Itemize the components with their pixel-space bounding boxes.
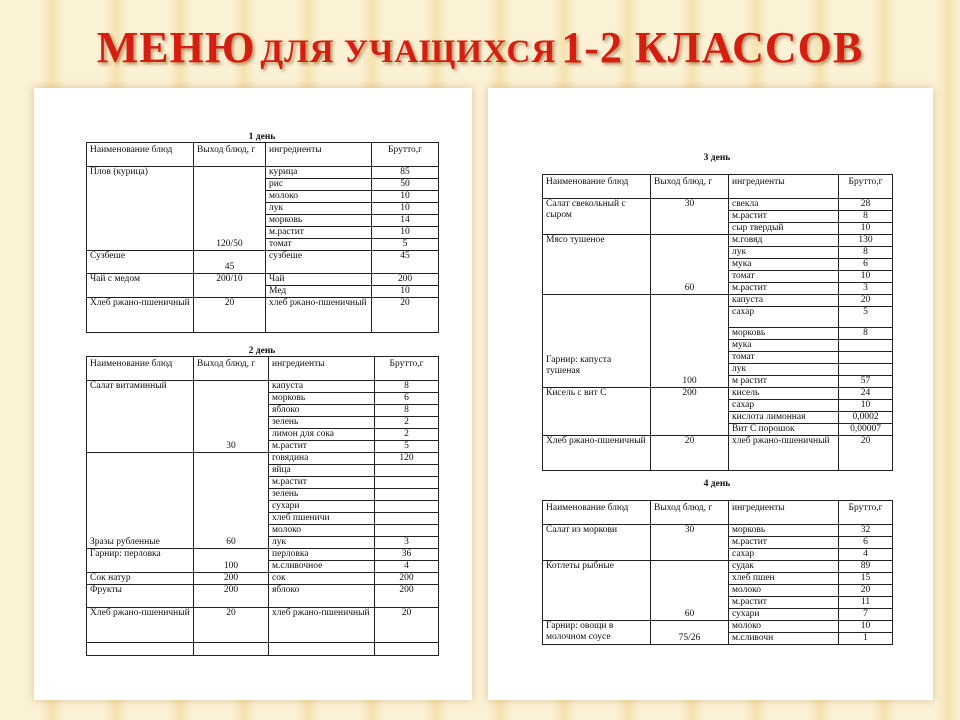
gross-value	[839, 364, 893, 376]
header-gross: Брутто,г	[839, 501, 893, 525]
header-output: Выход блюд, г	[651, 501, 729, 525]
gross-value: 1	[839, 633, 893, 645]
table-row	[87, 585, 439, 608]
gross-value: 24	[839, 388, 893, 400]
gross-value: 3	[839, 283, 893, 295]
slide-title	[0, 22, 960, 73]
gross-value: 10	[839, 400, 893, 412]
table-row	[543, 436, 893, 471]
menu-sheet-left	[34, 88, 472, 700]
day2-label: 2 день	[248, 346, 276, 356]
gross-value: 130	[839, 235, 893, 247]
gross-value: 7	[839, 609, 893, 621]
ingredient: томат	[729, 352, 839, 364]
ingredient: сузбеше	[266, 251, 372, 274]
ingredient: говядина	[269, 453, 375, 465]
ingredient: курица	[266, 167, 372, 179]
ingredient: молоко	[269, 525, 375, 537]
gross-value: 0,0002	[839, 412, 893, 424]
gross-value: 20	[839, 585, 893, 597]
ingredient: судак	[729, 561, 839, 573]
ingredient: хлеб пшен	[729, 573, 839, 585]
header-output: Выход блюд, г	[651, 175, 729, 199]
gross-value: 120	[375, 453, 439, 465]
gross-value: 8	[375, 381, 439, 393]
gross-value: 14	[372, 215, 439, 227]
ingredient: яблоко	[269, 585, 375, 608]
dish-name: Кисель с вит С	[543, 388, 651, 436]
ingredient: хлеб пшеничи	[269, 513, 375, 525]
gross-value: 20	[372, 298, 439, 333]
dish-name: Мясо тушеное	[543, 235, 651, 295]
day3-table	[542, 174, 893, 471]
gross-value: 10	[839, 223, 893, 235]
ingredient: хлеб ржано-пшеничный	[266, 298, 372, 333]
ingredient: морковь	[729, 328, 839, 340]
dish-name: Хлеб ржано-пшеничный	[543, 436, 651, 471]
gross-value: 85	[372, 167, 439, 179]
dish-name: Плов (курица)	[87, 167, 194, 251]
ingredient: кислота лимонная	[729, 412, 839, 424]
day2-table	[86, 356, 439, 656]
table-row	[543, 295, 893, 307]
table-row	[87, 274, 439, 286]
ingredient: мука	[729, 259, 839, 271]
gross-value: 0,00007	[839, 424, 893, 436]
gross-value	[839, 340, 893, 352]
dish-name: Гарнир: перловка	[87, 549, 194, 573]
header-gross: Брутто,г	[372, 143, 439, 167]
ingredient: яблоко	[269, 405, 375, 417]
ingredient: сахар	[729, 400, 839, 412]
ingredient: томат	[729, 271, 839, 283]
dish-name: Хлеб ржано-пшеничный	[87, 608, 194, 643]
ingredient: хлеб ржано-пшеничный	[729, 436, 839, 471]
table-row	[87, 251, 439, 274]
table-row	[543, 235, 893, 247]
gross-value: 15	[839, 573, 893, 585]
header-gross: Брутто,г	[839, 175, 893, 199]
header-dish: Наименование блюд	[87, 357, 194, 381]
gross-value: 8	[839, 211, 893, 223]
dish-output: 100	[651, 295, 729, 388]
gross-value: 2	[375, 417, 439, 429]
gross-value: 57	[839, 376, 893, 388]
day1-label: 1 день	[248, 132, 276, 142]
title-part2: ДЛЯ УЧАЩИХСЯ	[260, 34, 557, 70]
ingredient: сухари	[269, 501, 375, 513]
ingredient: м.растит	[729, 211, 839, 223]
table-header-row	[543, 175, 893, 199]
gross-value: 10	[839, 621, 893, 633]
gross-value: 5	[372, 239, 439, 251]
dish-output: 100	[194, 549, 269, 573]
table-row	[87, 549, 439, 561]
header-dish: Наименование блюд	[87, 143, 194, 167]
ingredient: сахар	[729, 549, 839, 561]
table-row	[87, 573, 439, 585]
ingredient: капуста	[269, 381, 375, 393]
gross-value: 4	[839, 549, 893, 561]
gross-value	[375, 489, 439, 501]
ingredient: яйца	[269, 465, 375, 477]
header-ingredients: ингредиенты	[266, 143, 372, 167]
ingredient: м.растит	[729, 283, 839, 295]
header-output: Выход блюд, г	[194, 143, 266, 167]
gross-value: 45	[372, 251, 439, 274]
ingredient: Чай	[266, 274, 372, 286]
ingredient: м растит	[729, 376, 839, 388]
header-dish: Наименование блюд	[543, 175, 651, 199]
gross-value: 28	[839, 199, 893, 211]
gross-value: 6	[375, 393, 439, 405]
ingredient: м.растит	[729, 537, 839, 549]
gross-value	[375, 465, 439, 477]
dish-output: 45	[194, 251, 266, 274]
dish-name: Котлеты рыбные	[543, 561, 651, 621]
dish-output: 200/10	[194, 274, 266, 298]
dish-output: 200	[194, 585, 269, 608]
gross-value	[839, 352, 893, 364]
ingredient: морковь	[269, 393, 375, 405]
table-row	[87, 608, 439, 643]
empty-cell	[375, 643, 439, 656]
gross-value: 32	[839, 525, 893, 537]
day3-label: 3 день	[703, 153, 731, 163]
gross-value: 11	[839, 597, 893, 609]
empty-cell	[269, 643, 375, 656]
header-gross: Брутто,г	[375, 357, 439, 381]
header-ingredients: ингредиенты	[269, 357, 375, 381]
dish-output: 200	[194, 573, 269, 585]
dish-name: Салат свекольный с сыром	[543, 199, 651, 235]
gross-value: 200	[375, 585, 439, 608]
empty-cell	[87, 643, 194, 656]
dish-name: Салат из моркови	[543, 525, 651, 561]
table-row	[543, 199, 893, 211]
dish-output: 30	[651, 199, 729, 235]
dish-output: 60	[651, 235, 729, 295]
gross-value: 4	[375, 561, 439, 573]
ingredient: морковь	[266, 215, 372, 227]
gross-value: 8	[839, 328, 893, 340]
dish-output: 20	[651, 436, 729, 471]
dish-name: Гарнир: овощи в молочном соусе	[543, 621, 651, 645]
table-row	[87, 167, 439, 179]
ingredient: м.растит	[266, 227, 372, 239]
dish-output: 30	[651, 525, 729, 561]
gross-value: 20	[375, 608, 439, 643]
ingredient: сахар	[729, 307, 839, 328]
table-row	[543, 561, 893, 573]
ingredient: свекла	[729, 199, 839, 211]
header-output: Выход блюд, г	[194, 357, 269, 381]
gross-value: 10	[372, 203, 439, 215]
ingredient: м.растит	[269, 441, 375, 453]
dish-output: 75/26	[651, 621, 729, 645]
ingredient: м.растит	[729, 597, 839, 609]
ingredient: сыр твердый	[729, 223, 839, 235]
gross-value: 36	[375, 549, 439, 561]
ingredient: м.говяд	[729, 235, 839, 247]
gross-value: 10	[372, 191, 439, 203]
gross-value: 10	[372, 227, 439, 239]
ingredient: молоко	[729, 585, 839, 597]
gross-value: 200	[372, 274, 439, 286]
ingredient: м.растит	[269, 477, 375, 489]
gross-value: 6	[839, 537, 893, 549]
gross-value: 2	[375, 429, 439, 441]
dish-name: Чай с медом	[87, 274, 194, 298]
ingredient: молоко	[266, 191, 372, 203]
gross-value: 8	[839, 247, 893, 259]
title-part3: 1-2 КЛАССОВ	[561, 23, 864, 72]
gross-value: 5	[839, 307, 893, 328]
dish-output: 60	[651, 561, 729, 621]
header-dish: Наименование блюд	[543, 501, 651, 525]
ingredient: Мед	[266, 286, 372, 298]
ingredient: сухари	[729, 609, 839, 621]
dish-name: Фрукты	[87, 585, 194, 608]
gross-value: 10	[372, 286, 439, 298]
table-header-row	[87, 357, 439, 381]
ingredient: Вит С порошок	[729, 424, 839, 436]
dish-name: Сок натур	[87, 573, 194, 585]
ingredient: сок	[269, 573, 375, 585]
gross-value: 6	[839, 259, 893, 271]
table-row	[543, 621, 893, 633]
gross-value: 20	[839, 295, 893, 307]
gross-value: 10	[839, 271, 893, 283]
ingredient: зелень	[269, 417, 375, 429]
ingredient: зелень	[269, 489, 375, 501]
ingredient: м.сливочн	[729, 633, 839, 645]
ingredient: томат	[266, 239, 372, 251]
table-header-row	[87, 143, 439, 167]
gross-value	[375, 501, 439, 513]
header-ingredients: ингредиенты	[729, 501, 839, 525]
table-row	[543, 388, 893, 400]
ingredient: м.сливочное	[269, 561, 375, 573]
table-row	[87, 453, 439, 465]
dish-name: Гарнир: капуста тушеная	[543, 295, 651, 388]
table-header-row	[543, 501, 893, 525]
ingredient: лук	[729, 364, 839, 376]
table-row	[87, 298, 439, 333]
dish-name: Зразы рубленные	[87, 453, 194, 549]
dish-name: Хлеб ржано-пшеничный	[87, 298, 194, 333]
ingredient: морковь	[729, 525, 839, 537]
dish-output: 200	[651, 388, 729, 436]
ingredient: кисель	[729, 388, 839, 400]
gross-value: 8	[375, 405, 439, 417]
dish-output: 120/50	[194, 167, 266, 251]
dish-output: 20	[194, 608, 269, 643]
ingredient: лук	[269, 537, 375, 549]
dish-output: 20	[194, 298, 266, 333]
ingredient: мука	[729, 340, 839, 352]
table-row	[87, 643, 439, 656]
gross-value: 50	[372, 179, 439, 191]
gross-value	[375, 477, 439, 489]
ingredient: рис	[266, 179, 372, 191]
ingredient: перловка	[269, 549, 375, 561]
dish-output: 30	[194, 381, 269, 453]
dish-name: Сузбеше	[87, 251, 194, 274]
gross-value	[375, 513, 439, 525]
dish-name: Салат витаминный	[87, 381, 194, 453]
day4-table	[542, 500, 893, 645]
ingredient: лимон для сока	[269, 429, 375, 441]
table-row	[543, 525, 893, 537]
ingredient: хлеб ржано-пшеничный	[269, 608, 375, 643]
gross-value	[375, 525, 439, 537]
gross-value: 3	[375, 537, 439, 549]
ingredient: молоко	[729, 621, 839, 633]
gross-value: 89	[839, 561, 893, 573]
dish-output: 60	[194, 453, 269, 549]
day4-label: 4 день	[703, 479, 731, 489]
header-ingredients: ингредиенты	[729, 175, 839, 199]
menu-sheet-right	[488, 88, 933, 700]
empty-cell	[194, 643, 269, 656]
gross-value: 5	[375, 441, 439, 453]
ingredient: капуста	[729, 295, 839, 307]
ingredient: лук	[729, 247, 839, 259]
gross-value: 200	[375, 573, 439, 585]
title-part1: МЕНЮ	[96, 23, 256, 72]
table-row	[87, 381, 439, 393]
gross-value: 20	[839, 436, 893, 471]
day1-table	[86, 142, 439, 333]
ingredient: лук	[266, 203, 372, 215]
